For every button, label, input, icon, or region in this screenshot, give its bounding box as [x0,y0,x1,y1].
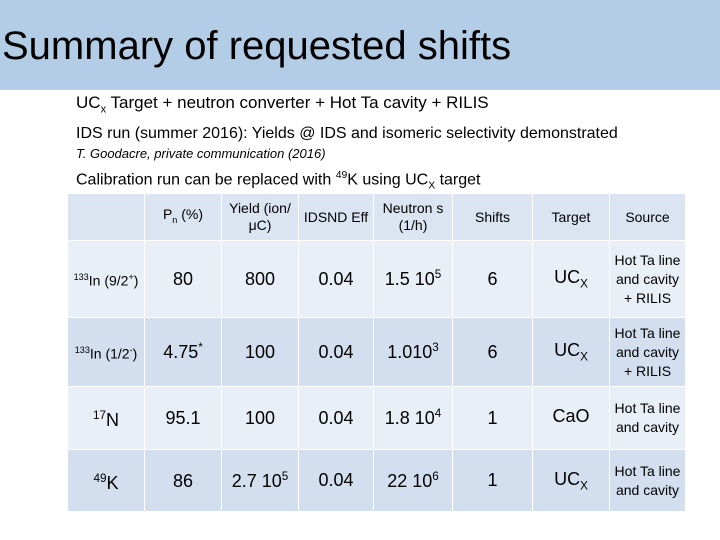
target-subscript: X [580,277,588,291]
isotope-mass-number: 133 [74,345,90,356]
yield-value: 2.7 10 [231,470,282,491]
header-shifts: Shifts [453,194,533,241]
shifts-cell: 6 [453,241,533,318]
yield-cell [222,450,299,512]
neutrons-value: 1.010 [387,342,433,362]
target-value: CaO [552,406,590,427]
neutrons-value: 22 10 [387,470,433,491]
yield-cell [222,387,299,450]
isotope-cell [68,450,145,512]
isotope-element: N [106,410,119,430]
target-setup-rest: Target + neutron converter + Hot Ta cavity + RILIS [106,93,489,112]
table-row [68,318,686,387]
citation-line: T. Goodacre, private communication (2016) [76,146,326,161]
isotope-cell [68,241,145,318]
yield-cell [222,318,299,387]
isotope-spin-close: ) [132,345,138,362]
header-isotope-blank [68,194,145,241]
pn-value: 4.75 [163,342,199,362]
neutrons-cell [374,387,453,450]
calibration-subscript: X [428,180,436,192]
neutrons-cell [374,241,453,318]
isotope-element: K [106,472,119,493]
neutrons-exponent: 3 [432,341,439,354]
neutrons-exponent: 6 [432,469,439,483]
isotope-mass-number: 17 [92,409,106,422]
pn-cell [145,387,222,450]
isotope-parity: + [128,272,134,283]
header-idsnd: IDSND Eff [299,194,374,241]
shifts-cell: 6 [453,318,533,387]
calibration-line [76,170,480,192]
calibration-text-c: target [435,171,481,189]
target-setup-subscript: x [100,103,107,116]
idsnd-eff-cell: 0.04 [299,241,374,318]
yield-exponent: 5 [281,469,289,483]
table-row [68,450,686,512]
table-header-row [68,194,686,241]
isotope-mass-number: 133 [73,272,89,283]
target-value: UC [554,340,581,361]
isotope-cell [68,387,145,450]
target-value: UC [554,468,581,489]
isotope-element: In [88,272,101,289]
calibration-text-b: K using UC [347,171,429,189]
header-pn [145,194,222,241]
header-pn-unit: (%) [177,205,204,222]
neutrons-exponent: 5 [434,268,442,281]
neutrons-exponent: 4 [434,407,442,420]
yield-value: 100 [244,342,276,362]
pn-cell [145,241,222,318]
isotope-cell [68,318,145,387]
source-cell: Hot Ta line and cavity + RILIS [610,241,686,318]
pn-cell [145,318,222,387]
neutrons-cell [374,318,453,387]
isotope-mass-number: 49 [93,471,107,485]
shifts-table [68,194,686,512]
target-setup-uc: UC [76,93,101,112]
target-cell [533,450,610,512]
header-pn-p: P [162,205,173,222]
header-neutrons: Neutron s (1/h) [374,194,453,241]
table-row [68,241,686,318]
isotope-spin: (1/2 [101,345,130,362]
yield-cell [222,241,299,318]
isotope-spin-close: ) [133,272,139,289]
table-row [68,387,686,450]
pn-value: 95.1 [165,408,201,428]
source-cell: Hot Ta line and cavity [610,450,686,512]
target-cell [533,387,610,450]
neutrons-value: 1.8 10 [384,408,435,428]
idsnd-eff-cell: 0.04 [299,387,374,450]
target-cell [533,318,610,387]
pn-cell [145,450,222,512]
header-pn-sub: n [172,214,178,225]
isotope-element: In [89,345,102,362]
ids-run-line: IDS run (summer 2016): Yields @ IDS and isomeric selectivity demonstrated [76,125,618,142]
target-cell [533,241,610,318]
yield-value: 100 [244,408,276,428]
shifts-cell: 1 [453,387,533,450]
isotope-spin: (9/2 [100,272,129,289]
target-setup-line [76,93,489,115]
target-subscript: X [580,350,588,364]
target-subscript: X [580,479,588,493]
isotope-parity: - [129,345,133,356]
calibration-mass-number: 49 [335,170,348,181]
yield-value: 800 [244,269,276,289]
idsnd-eff-cell: 0.04 [299,450,374,512]
header-target: Target [533,194,610,241]
target-value: UC [554,267,581,288]
source-cell: Hot Ta line and cavity + RILIS [610,318,686,387]
shifts-cell: 1 [453,450,533,512]
pn-note: * [198,341,203,354]
header-source: Source [610,194,686,241]
pn-value: 86 [172,470,194,491]
source-cell: Hot Ta line and cavity [610,387,686,450]
slide-title: Summary of requested shifts [2,24,512,68]
idsnd-eff-cell: 0.04 [299,318,374,387]
pn-value: 80 [172,269,194,289]
header-yield: Yield (ion/μC) [222,194,299,241]
calibration-text-a: Calibration run can be replaced with [76,171,336,189]
neutrons-cell [374,450,453,512]
neutrons-value: 1.5 10 [384,269,435,289]
